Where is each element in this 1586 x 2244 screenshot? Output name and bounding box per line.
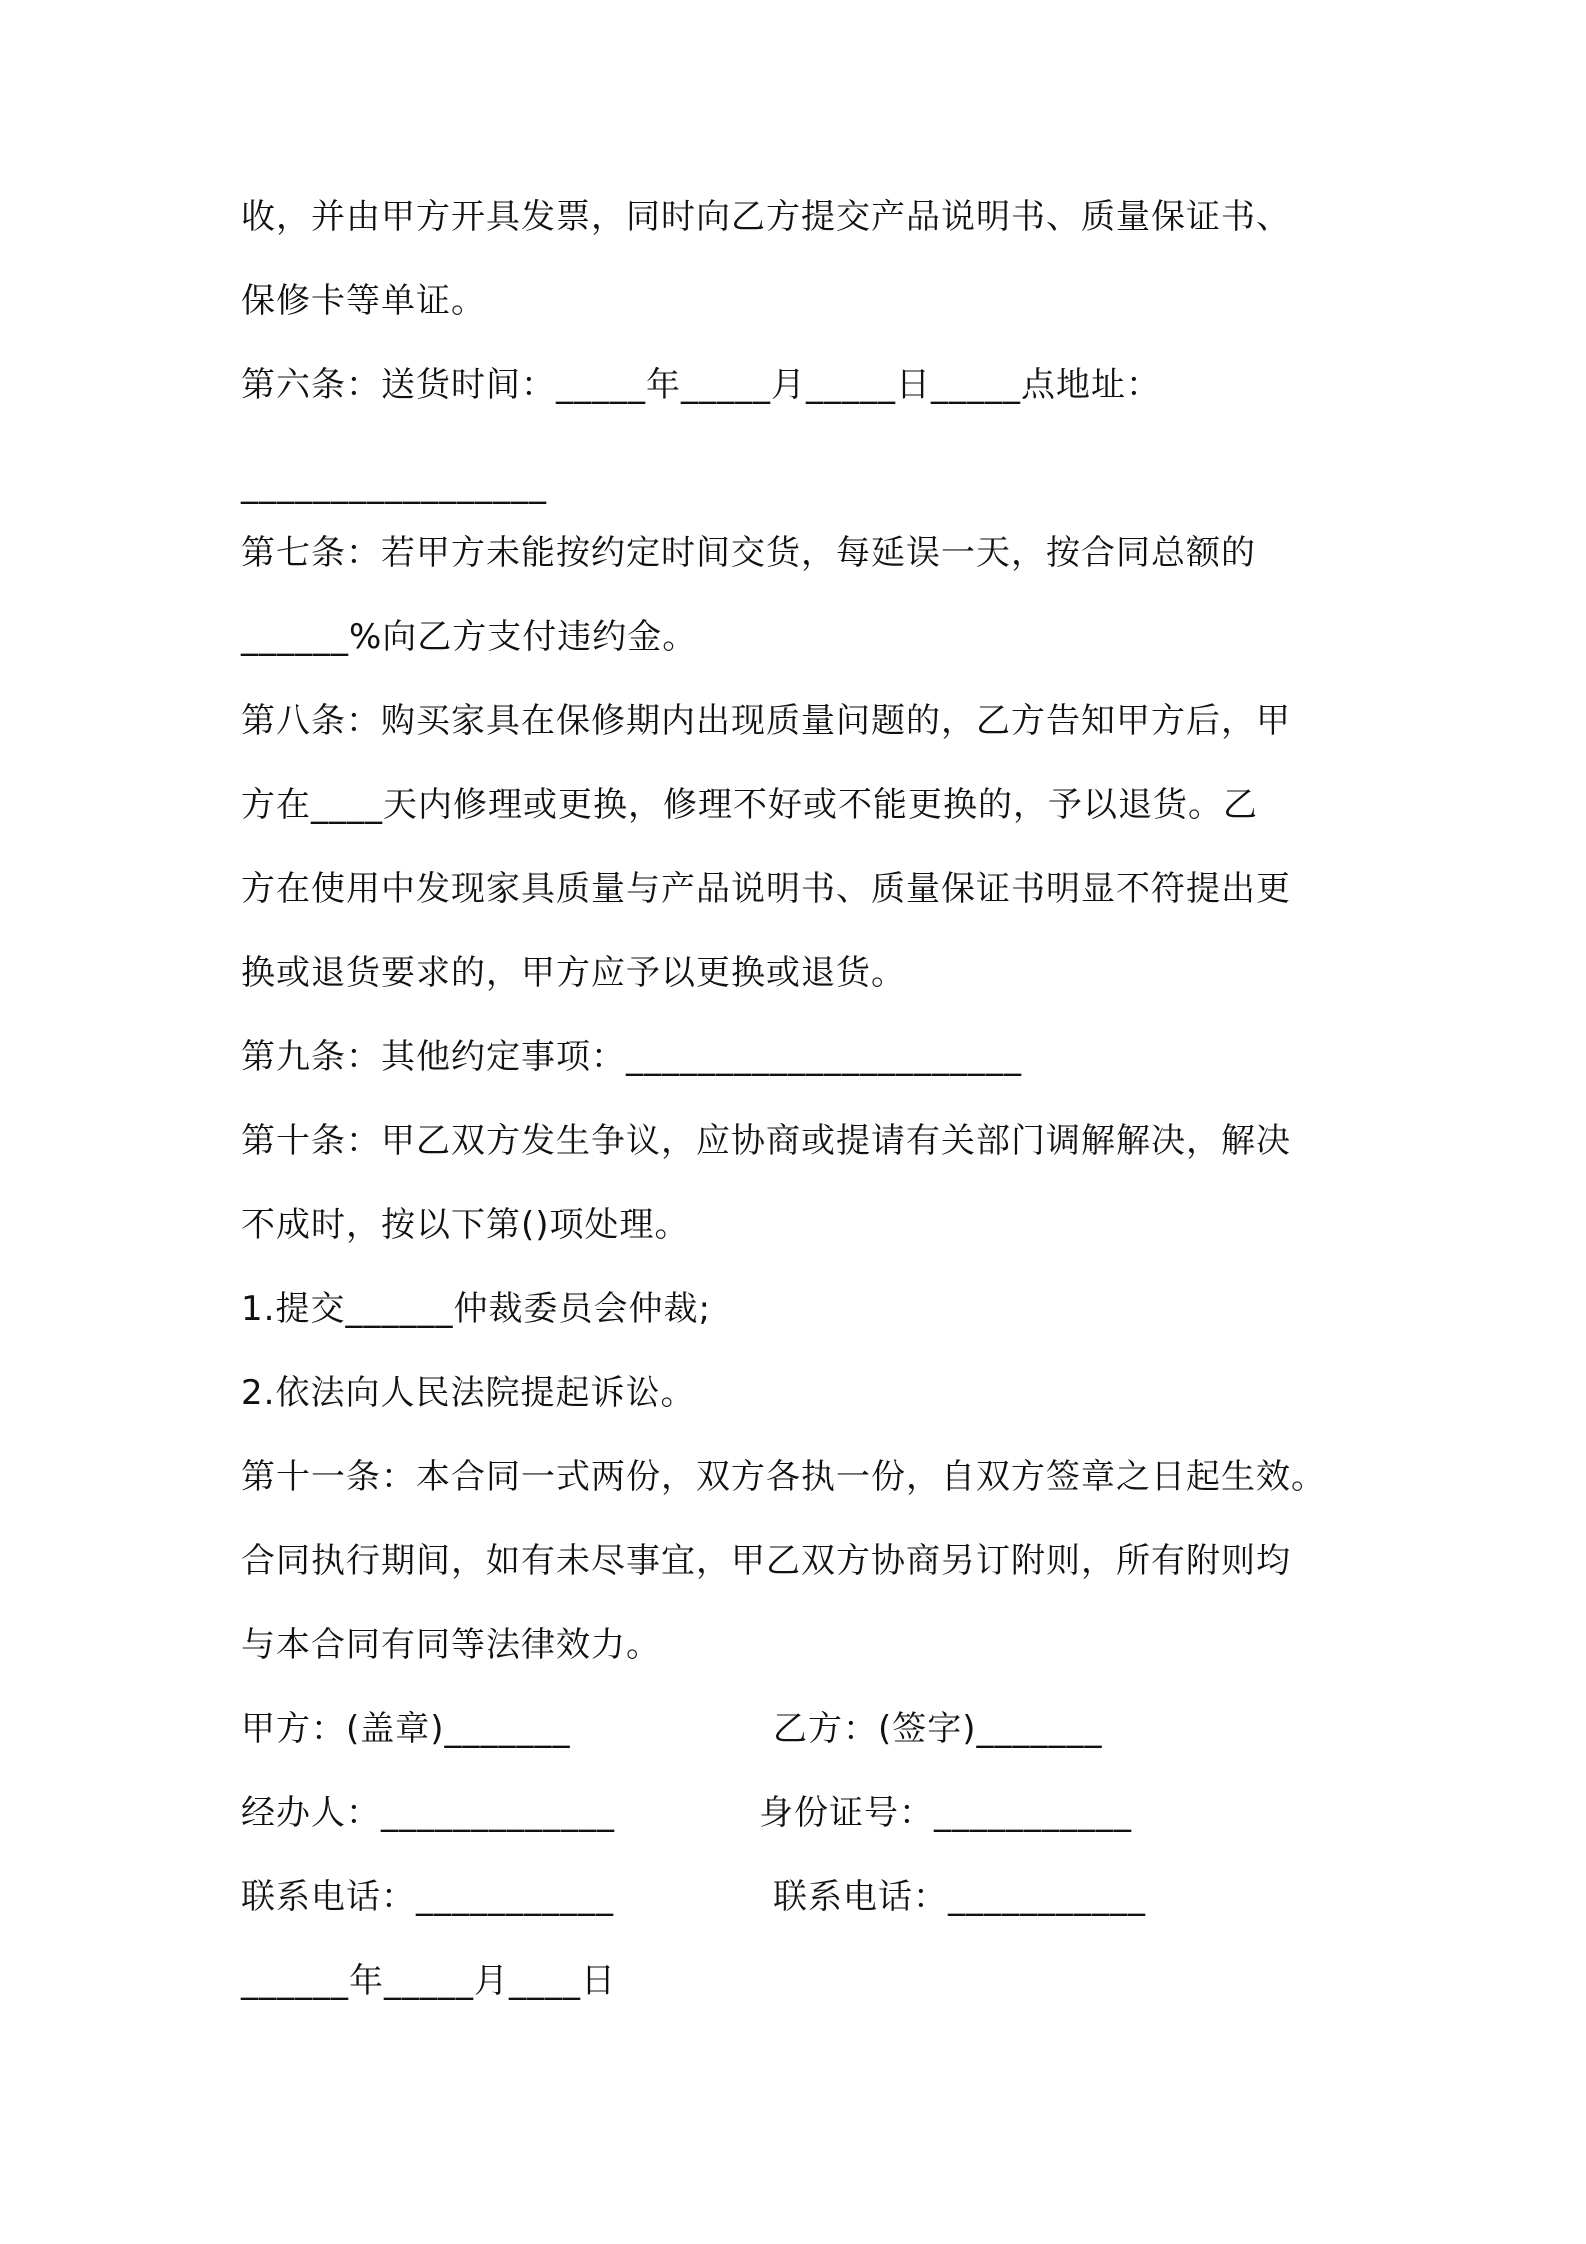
party-b-phone: 联系电话：___________ xyxy=(773,1877,1146,1917)
clause-10-line-2: 不成时，按以下第()项处理。 xyxy=(241,1205,690,1245)
clause-11-line-3: 与本合同有同等法律效力。 xyxy=(241,1625,661,1665)
clause-10: 第十条：甲乙双方发生争议，应协商或提请有关部门调解解决，解决 xyxy=(241,1121,1291,1161)
clause-8: 第八条：购买家具在保修期内出现质量问题的，乙方告知甲方后，甲 xyxy=(241,701,1291,741)
party-b-signature: 乙方：(签字)_______ xyxy=(773,1709,1103,1749)
clause-10-option-1: 1.提交______仲裁委员会仲裁; xyxy=(241,1289,711,1329)
clause-10-option-2: 2.依法向人民法院提起诉讼。 xyxy=(241,1373,696,1413)
signing-date: ______年_____月____日 xyxy=(241,1961,616,2001)
clause-9: 第九条：其他约定事项：______________________ xyxy=(241,1037,1022,1077)
clause-8-line-2: 方在____天内修理或更换，修理不好或不能更换的，予以退货。乙 xyxy=(241,785,1258,825)
id-number-field: 身份证号：___________ xyxy=(759,1793,1132,1833)
clause-7-penalty: ______%向乙方支付违约金。 xyxy=(241,617,698,657)
clause-7: 第七条：若甲方未能按约定时间交货，每延误一天，按合同总额的 xyxy=(241,533,1256,573)
contract-line: 保修卡等单证。 xyxy=(241,281,486,321)
clause-11-line-2: 合同执行期间，如有未尽事宜，甲乙双方协商另订附则，所有附则均 xyxy=(241,1541,1291,1581)
clause-6-address-blank: _________________ xyxy=(241,465,547,505)
clause-11: 第十一条：本合同一式两份，双方各执一份，自双方签章之日起生效。 xyxy=(241,1457,1326,1497)
agent-field: 经办人：_____________ xyxy=(241,1793,615,1833)
party-a-phone: 联系电话：___________ xyxy=(241,1877,614,1917)
clause-6-delivery-time: 第六条：送货时间：_____年_____月_____日_____点地址： xyxy=(241,365,1161,405)
contract-line: 收，并由甲方开具发票，同时向乙方提交产品说明书、质量保证书、 xyxy=(241,197,1291,237)
party-a-seal: 甲方：(盖章)_______ xyxy=(241,1709,571,1749)
clause-8-line-3: 方在使用中发现家具质量与产品说明书、质量保证书明显不符提出更 xyxy=(241,869,1291,909)
clause-8-line-4: 换或退货要求的，甲方应予以更换或退货。 xyxy=(241,953,906,993)
